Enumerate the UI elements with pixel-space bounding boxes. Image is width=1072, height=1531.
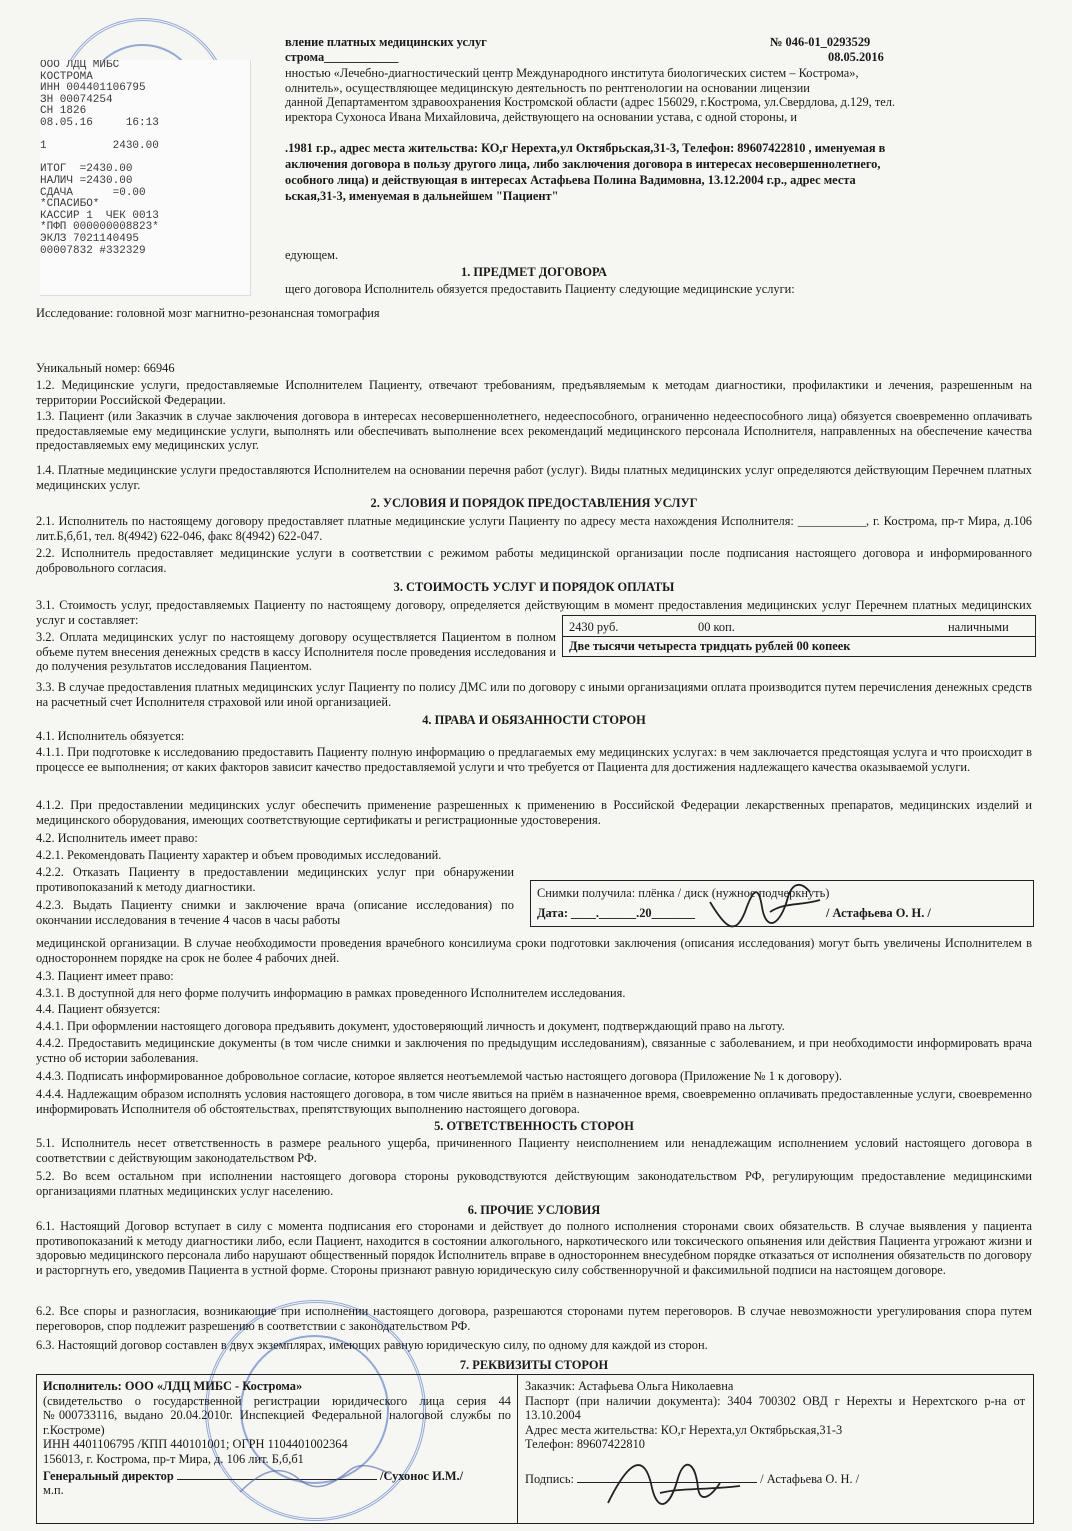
films-signer: / Астафьева О. Н. / [826, 906, 931, 920]
executor-line-4: иректора Сухоноса Ивана Михайловича, действующего на основании устава, с одной стороны, и [285, 109, 797, 124]
contract-title: вление платных медицинских услуг [285, 35, 487, 49]
customer-name: Заказчик: Астафьева Ольга Николаевна [525, 1379, 734, 1393]
s4-p422: 4.2.2. Отказать Пациенту в предоставлении медицинских услуг при обнаружении противопоказаний к методу диагностики. [36, 865, 514, 894]
receipt-line: КОСТРОМА [40, 70, 93, 83]
receipt-line: 08.05.16 16:13 [40, 116, 159, 129]
contract-city: строма____________ [285, 50, 399, 64]
s4-p421: 4.2.1. Рекомендовать Пациенту характер и объем проводимых исследований. [36, 848, 442, 862]
s3-p31: 3.1. Стоимость услуг, предоставляемых Пациенту по настоящему договору, определяется действующим в момент предоставления медицинских услуг Перечнем платных медицинских услуг и составляет: [36, 598, 1032, 627]
s1-unique: Уникальный номер: 66946 [36, 361, 175, 375]
requisites-divider [517, 1375, 518, 1523]
s3-p33: 3.3. В случае предоставления платных медицинских услуг Пациенту по полису ДМС или по договору с иными организациями оплата производится путем перечисления денежных средств на расчетный счет Исполнителя страховой или иной организацией. [36, 680, 1032, 709]
executor-address: 156013, г. Кострома, пр-т Мира, д. 106 лит. Б,б,б1 [43, 1451, 304, 1466]
patient-intro [285, 140, 1033, 204]
films-date: Дата: ____.______.20_______ [537, 906, 695, 920]
s1-p14: 1.4. Платные медицинские услуги предоставляются Исполнителем на основании перечня работ (услуг). Виды платных медицинских услуг определяются действующим Перечнем платных медицинских услуг. [36, 463, 1032, 492]
s4-p442: 4.4.2. Предоставить медицинские документы (в том числе снимки и заключения по предыдущим исследованиям), связанные с заболеванием, и при необходимости информировать врача устно об истории заболевания. [36, 1036, 1032, 1065]
executor-cert: (свидетельство о государственной регистрации юридического лица серия 44 №000733116, выдано 20.04.2010г. Инспекцией Федеральной налоговой службы по г.Костроме) [43, 1393, 511, 1437]
s6-p61: 6.1. Настоящий Договор вступает в силу с момента подписания его сторонами и действует до полного исполнения сторонами своих обязательств. В случае выявления у пациента противопоказаний к методу диагностики либо, если Пациент, находится в состоянии алкогольного, наркотического или токсического опьянения или действия Пациента угрожают жизни и здоровью медицинского персонала либо нарушают общественный порядок Исполнитель вправе в одностороннем внесудебном порядке отказаться от исполнения обязательств по договору и расторгнуть его, уведомив Пациента в устной форме. Стороны признают равную юридическую силу собственноручной и факсимильной подписи на настоящем договоре. [36, 1219, 1032, 1277]
requisites-table [36, 1374, 1034, 1524]
price-rubles: 2430 руб. [569, 620, 619, 634]
s5-p52: 5.2. Во всем остальном при исполнении настоящего договора стороны руководствуются действующим законодательством РФ, регулирующим предоставление медицинскими организациями платных медицинских услуг населению. [36, 1169, 1032, 1198]
price-words: Две тысячи четыреста тридцать рублей 00 копеек [569, 639, 851, 653]
signature-films [700, 872, 830, 942]
customer-passport: Паспорт (при наличии документа): 3404 700302 ОВД г Нерехты и Нерехтского р-на от 13.10.2004 [525, 1393, 1025, 1423]
price-kopecks: 00 коп. [698, 620, 735, 634]
receipt-line: КАССИР 1 ЧЕК 0013 [40, 209, 159, 222]
price-method: наличными [948, 620, 1009, 634]
executor-mp: м.п. [43, 1483, 64, 1498]
s1-service: Исследование: головной мозг магнитно-резонансная томография [36, 306, 380, 320]
customer-address: Адрес места жительства: КО,г Нерехта,ул Октябрьская,31-3 [525, 1422, 843, 1437]
contract-date: 08.05.2016 [828, 50, 884, 64]
s2-p22: 2.2. Исполнитель предоставляет медицинские услуги в соответствии с режимом работы медицинской организации после подписания настоящего договора и информированного добровольного согласия. [36, 546, 1032, 575]
contract-number: № 046-01_0293529 [770, 35, 871, 49]
s6-title: 6. ПРОЧИЕ УСЛОВИЯ [467, 1203, 601, 1217]
receipt-line: 1 2430.00 [40, 140, 159, 153]
executor-name: Исполнитель: ООО «ЛДЦ МИБС - Кострома» [43, 1379, 303, 1393]
cash-receipt [40, 60, 251, 296]
s4-p423a: 4.2.3. Выдать Пациенту снимки и заключение врача (описание исследования) по окончании исследования в течение 4 часов в часы работы [36, 898, 514, 927]
s3-p32: 3.2. Оплата медицинских услуг по настоящему договору осуществляется Пациентом в полном объеме путем внесения денежных средств в кассу Исполнителя после проведения исследования и до получения результатов исследования Пациентом. [36, 630, 556, 674]
patient-line-1: .1981 г.р., адрес места жительства: КО,г Нерехта,ул Октябрьская,31-3, Телефон: 89607422810 , именуемая в [285, 141, 886, 155]
executor-inn: ИНН 4401106795 /КПП 440101001; ОГРН 1104401002364 [43, 1437, 348, 1452]
s4-p443: 4.4.3. Подписать информированное добровольное согласие, которое является неотъемлемой частью настоящего договора (Приложение № 1 к договору). [36, 1069, 842, 1083]
s4-p43: 4.3. Пациент имеет право: [36, 969, 174, 983]
receipt-line: ИНН 004401106795 [40, 82, 146, 95]
signature-director [230, 1452, 400, 1502]
s2-p21: 2.1. Исполнитель по настоящему договору предоставляет платные медицинские услуги Пациенту по адресу места нахождения Исполнителя: ___________, г. Кострома, пр-т Мира, д.106 лит.Б,б,б1, тел. 8(4942) 622-046, факс 8(4942) 622-047. [36, 514, 1032, 543]
director-label: Генеральный директор [43, 1468, 174, 1483]
s6-p62: 6.2. Все споры и разногласия, возникающие при исполнении настоящего договора, разрешаются сторонами путем переговоров. В случае невозможности урегулирования спора путем переговоров, спор подлежит разрешению в соответствии с законодательством РФ. [36, 1304, 1032, 1333]
executor-line-3: данной Департаментом здравоохранения Костромской области (адрес 156029, г.Кострома, ул.Свердлова, д.129, тел. [285, 95, 896, 110]
s3-title: 3. СТОИМОСТЬ УСЛУГ И ПОРЯДОК ОПЛАТЫ [393, 580, 675, 594]
receipt-line: СН 1826 [40, 105, 87, 118]
s4-p431: 4.3.1. В доступной для него форме получить информацию в рамках проведенного Исполнителем исследования. [36, 986, 626, 1000]
s4-p423b: медицинской организации. В случае необходимости проведения врачебного консилиума сроки подготовки заключения (описания исследования) могут быть увеличены Исполнителем в одностороннем порядке на срок не более 4 рабочих дней. [36, 936, 1032, 965]
s4-p444: 4.4.4. Надлежащим образом исполнять условия настоящего договора, в том числе явиться на приём в назначенное время, своевременно оплачивать предоставленные услуги, своевременно информировать Исполнителя об обстоятельствах, препятствующих выполнению настоящего договора. [36, 1087, 1032, 1116]
receipt-line: 00007832 #332329 [40, 244, 146, 257]
customer-phone: Телефон: 89607422810 [525, 1437, 645, 1452]
receipt-line: НАЛИЧ =2430.00 [40, 174, 133, 187]
s4-p441: 4.4.1. При оформлении настоящего договора предъявить документ, удостоверяющий личность и документ, подтверждающий право на льготу. [36, 1019, 785, 1033]
s4-p41: 4.1. Исполнитель обязуется: [36, 729, 185, 743]
s6-p63: 6.3. Настоящий договор составлен в двух экземплярах, имеющих равную юридическую силу, по одному для каждой из сторон. [36, 1338, 708, 1352]
s4-p412: 4.1.2. При предоставлении медицинских услуг обеспечить применение разрешенных к применению в Российской Федерации лекарственных препаратов, медицинских изделий и медицинского оборудования, имеющих соответствующие сертификаты и регистрационные удостоверения. [36, 798, 1032, 827]
price-box [562, 615, 1036, 657]
s5-title: 5. ОТВЕТСТВЕННОСТЬ СТОРОН [434, 1119, 634, 1133]
s4-p44: 4.4. Пациент обязуется: [36, 1002, 161, 1016]
agreed-text: едующем. [285, 248, 339, 262]
receipt-line: *СПАСИБО* [40, 198, 100, 211]
director-name: /Сухонос И.М./ [380, 1468, 464, 1483]
s7-title: 7. РЕКВИЗИТЫ СТОРОН [459, 1358, 609, 1372]
executor-intro [285, 66, 1033, 124]
s4-p42: 4.2. Исполнитель имеет право: [36, 831, 198, 845]
receipt-line: СДАЧА =0.00 [40, 186, 146, 199]
sign-label: Подпись: [525, 1471, 574, 1486]
patient-line-4: ьская,31-3, именуемая в дальнейшем "Пациент" [285, 189, 559, 203]
signature-customer [600, 1448, 750, 1518]
price-divider [563, 636, 1035, 637]
patient-line-3: особного лица) и действующая в интересах Астафьева Полина Вадимовна, 13.12.2004 г.р., адрес места [285, 173, 856, 187]
executor-line-1: нностью «Лечебно-диагностический центр Международного института биологических систем – Кострома», [285, 66, 859, 80]
s1-intro: щего договора Исполнитель обязуется предоставить Пациенту следующие медицинские услуги: [285, 282, 795, 296]
receipt-line: ЭКЛЗ 7021140495 [40, 232, 140, 245]
s2-title: 2. УСЛОВИЯ И ПОРЯДОК ПРЕДОСТАВЛЕНИЯ УСЛУГ [370, 496, 698, 510]
receipt-line: ЗН 00074254 [40, 93, 113, 106]
s4-p411: 4.1.1. При подготовке к исследованию предоставить Пациенту полную информацию о предлагаемых ему медицинских услугах: в чем заключается предстоящая услуга и что происходит в процессе ее выполнения; от каких факторов зависит качество предоставляемой услуги и что требуется от Пациента для достижения надлежащего качества оказываемой услуги. [36, 745, 1032, 774]
receipt-line: ИТОГ =2430.00 [40, 163, 133, 176]
executor-line-2: олнитель», осуществляющее медицинскую деятельность по рентгенологии на основании лицензии [285, 80, 810, 95]
films-received: Снимки получила: плёнка / диск (нужное подчеркнуть) [537, 886, 830, 900]
patient-line-2: аключения договора в пользу другого лица, либо заключения договора в интересах несовершеннолетнего, [285, 157, 881, 171]
s1-p13: 1.3. Пациент (или Заказчик в случае заключения договора в интересах несовершеннолетнего, недееспособного, ограниченно недееспособного лица) обязуется своевременно оплачивать предоставляемые ему медицинские услуги, выполнять или обеспечивать выполнение всех рекомендаций медицинского персонала Исполнителя, направленных на обеспечение качества предоставляемых ему медицинских услуг. [36, 409, 1032, 453]
s4-title: 4. ПРАВА И ОБЯЗАННОСТИ СТОРОН [422, 713, 646, 727]
s1-title: 1. ПРЕДМЕТ ДОГОВОРА [461, 265, 607, 279]
receipt-line: ООО ЛДЦ МИБС [40, 60, 120, 71]
s1-p12: 1.2. Медицинские услуги, предоставляемые Исполнителем Пациенту, отвечают требованиям, предъявляемым к методам диагностики, профилактики и лечения, разрешенным на территории Российской Федерации. [36, 378, 1032, 407]
receipt-line: *ПФП 000000008823* [40, 221, 159, 234]
customer-sign-name: / Астафьева О. Н. / [760, 1471, 860, 1486]
s5-p51: 5.1. Исполнитель несет ответственность в размере реального ущерба, причиненного Пациенту неисполнением или ненадлежащим исполнением условий настоящего договора в соответствии с действующим законодательством РФ. [36, 1136, 1032, 1165]
